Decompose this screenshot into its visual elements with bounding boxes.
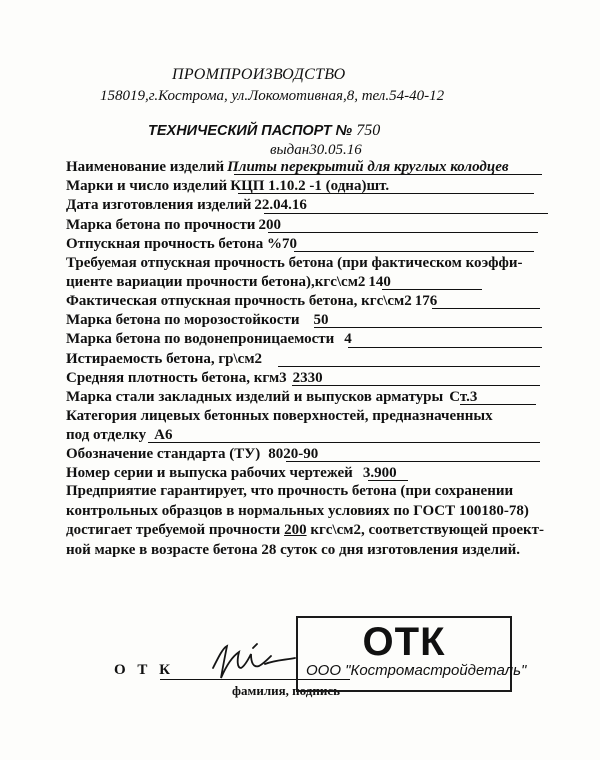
field-label: Обозначение стандарта (ТУ) <box>66 446 261 463</box>
field-value: 4 <box>344 331 352 348</box>
field-row-abrasion <box>66 350 566 369</box>
org-name: ПРОМПРОИЗВОДСТВО <box>172 66 346 83</box>
guarantee-value: 200 <box>284 522 307 538</box>
field-label: Марка стали закладных изделий и выпусков арматуры <box>66 388 444 405</box>
field-value: 140 <box>368 273 391 290</box>
field-row-required-strength <box>66 254 566 292</box>
field-row-frost <box>66 311 566 330</box>
field-value: 8020-90 <box>268 446 319 463</box>
stamp-title: ОТК <box>362 620 446 664</box>
field-value: Плиты перекрытий для круглых колодцев <box>227 159 509 175</box>
field-row-product-name <box>66 158 566 177</box>
guarantee-text-cont: кгс\см2, соответствующей проект-ной марке в возрасте бетона 28 суток со дня изготовления изделий. <box>66 522 545 558</box>
field-row-strength-grade <box>66 216 566 235</box>
field-label: Истираемость бетона, гр\см2 <box>66 350 263 367</box>
field-label: Наименование изделий <box>66 159 225 175</box>
signature-caption: фамилия, подпись <box>232 683 340 698</box>
field-row-date <box>66 196 566 215</box>
field-row-steel <box>66 388 566 407</box>
field-row-water <box>66 330 566 349</box>
field-label: Марка бетона по водонепроницаемости <box>66 331 335 348</box>
field-value: 70 <box>281 235 297 252</box>
field-row-release-strength <box>66 235 566 254</box>
field-label: Марка бетона по прочности <box>66 216 256 233</box>
field-value: 200 <box>258 216 281 233</box>
field-label: Марки и число изделий <box>66 178 228 195</box>
field-row-actual-strength <box>66 292 566 311</box>
field-label: Дата изготовления изделий <box>66 197 252 214</box>
issued-date: выдан30.05.16 <box>270 142 362 158</box>
field-value: 50 <box>313 312 329 329</box>
field-label-cont: циенте вариации прочности бетона),кгс\см2 <box>66 273 366 290</box>
fields-list <box>66 158 566 483</box>
otk-stamp <box>296 616 527 692</box>
field-row-marks <box>66 177 566 196</box>
field-label: Отпускная прочность бетона % <box>66 235 282 252</box>
field-value: КЦП 1.10.2 -1 (одна)шт. <box>230 178 390 195</box>
field-label: Фактическая отпускная прочность бетона, кгс\см2 <box>66 292 412 309</box>
otk-label: О Т К <box>114 662 175 678</box>
handwritten-signature <box>205 638 300 688</box>
field-row-standard <box>66 445 566 464</box>
stamp-company: ООО "Костромастройдеталь" <box>306 662 527 679</box>
field-label: Средняя плотность бетона, кгм3 <box>66 369 287 386</box>
field-value: 22.04.16 <box>254 197 307 214</box>
field-label-cont: под отделку <box>66 427 147 444</box>
field-value: Ст.3 <box>449 388 478 405</box>
field-row-surface-category <box>66 407 566 445</box>
guarantee-text: Предприятие гарантирует, что прочность бетона (при сохранении контрольных образцов в нормальных условиях по ГОСТ 100180-78) достигает требуемой прочности <box>66 483 529 538</box>
field-label: Категория лицевых бетонных поверхностей, предназначенных <box>66 408 493 425</box>
org-address: 158019,г.Кострома, ул.Локомотивная,8, тел.54-40-12 <box>100 88 445 104</box>
field-value: 176 <box>414 292 438 309</box>
passport-number: 750 <box>356 122 381 139</box>
field-value: 2330 <box>292 369 323 386</box>
guarantee-paragraph <box>66 482 556 560</box>
passport-title-text: ТЕХНИЧЕСКИЙ ПАСПОРТ № <box>148 123 353 139</box>
field-label: Номер серии и выпуска рабочих чертежей <box>66 465 353 482</box>
field-row-series <box>66 464 566 483</box>
field-value: А6 <box>154 427 173 444</box>
field-row-density <box>66 369 566 388</box>
field-value: 3.900 <box>362 465 397 482</box>
passport-title <box>148 122 380 140</box>
field-label: Марка бетона по морозостойкости <box>66 312 300 329</box>
field-label: Требуемая отпускная прочность бетона (при фактическом коэффи- <box>66 254 523 271</box>
